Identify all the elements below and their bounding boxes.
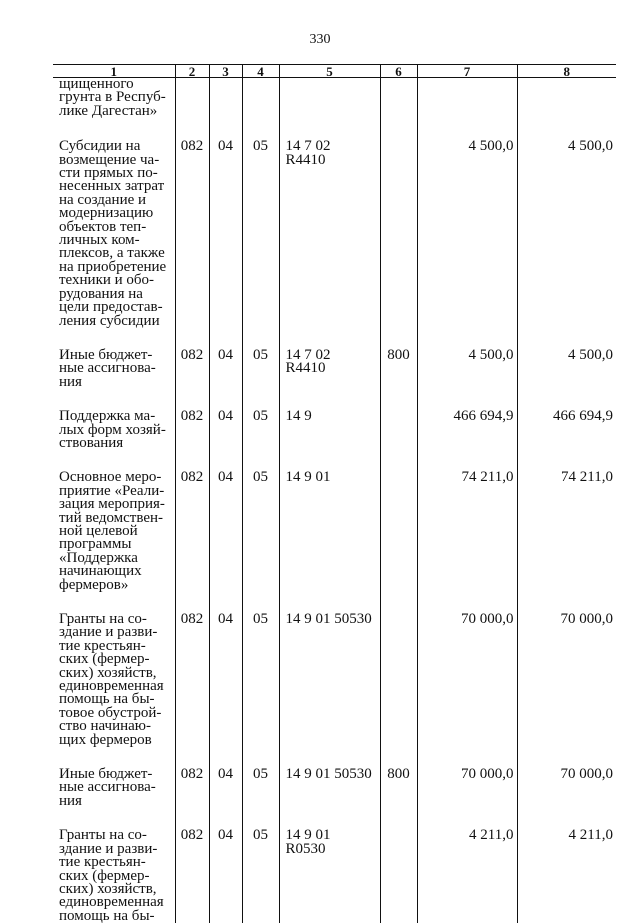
amount-cell: 4 500,0 [417,140,517,349]
row-name-cell: Поддержка ма- лых форм хозяй- ствования [59,408,166,451]
budget-table [53,64,616,923]
section-code-cell: 04 [209,471,242,613]
target-article-cell: 14 7 02 R4410 [279,349,380,410]
amount-cell [417,78,517,141]
target-article-cell: 14 7 02 R4410 [279,140,380,349]
section-code-cell: 04 [209,829,242,923]
table-row [53,613,616,768]
ministry-code-cell: 082 [175,349,209,410]
subsection-code-cell: 05 [242,829,279,923]
table-row [53,78,616,141]
section-code-cell [209,78,242,141]
expense-type-cell [380,613,417,768]
ministry-code-cell: 082 [175,410,209,471]
subsection-code-cell: 05 [242,410,279,471]
column-header: 6 [380,65,417,78]
subsection-code-cell: 05 [242,471,279,613]
table-row [53,768,616,829]
target-article-cell: 14 9 01 [279,471,380,613]
target-article-cell: 14 9 01 50530 [279,768,380,829]
amount-cell: 70 000,0 [517,613,616,768]
amount-cell: 4 211,0 [417,829,517,923]
ministry-code-cell [175,78,209,141]
column-header: 7 [417,65,517,78]
amount-cell: 74 211,0 [417,471,517,613]
row-name-cell: Основное меро- приятие «Реали- зация мероприя- тий ведомствен- ной целевой программы «Поддержка начинающих фермеров» [59,469,165,593]
section-code-cell: 04 [209,613,242,768]
ministry-code-cell: 082 [175,140,209,349]
subsection-code-cell: 05 [242,140,279,349]
row-name-cell: Иные бюджет- ные ассигнова- ния [59,346,156,390]
amount-cell [517,78,616,141]
ministry-code-cell: 082 [175,768,209,829]
expense-type-cell [380,471,417,613]
row-name-cell: Субсидии на возмещение ча- сти прямых по- несенных затрат на создание и модернизацию объектов теп- личных ком- плексов, а также на приобретение техники и обо- рудования на цели предостав- ления субсидии [59,138,167,329]
amount-cell: 4 500,0 [517,349,616,410]
row-name-cell: щищенного грунта в Респуб- лике Дагестан» [59,76,166,119]
column-header: 8 [517,65,616,78]
amount-cell: 466 694,9 [517,410,616,471]
table-row [53,140,616,349]
subsection-code-cell [242,78,279,141]
subsection-code-cell: 05 [242,613,279,768]
expense-type-cell: 800 [380,349,417,410]
ministry-code-cell: 082 [175,829,209,923]
section-code-cell: 04 [209,768,242,829]
column-header: 2 [175,65,209,78]
table-row [53,471,616,613]
expense-type-cell [380,140,417,349]
column-header: 5 [279,65,380,78]
expense-type-cell [380,78,417,141]
expense-type-cell [380,829,417,923]
page-number: 330 [309,32,331,47]
amount-cell: 70 000,0 [417,768,517,829]
amount-cell: 70 000,0 [417,613,517,768]
table-row [53,829,616,923]
amount-cell: 4 211,0 [517,829,616,923]
table-header-row [53,65,616,78]
table-row [53,349,616,410]
ministry-code-cell: 082 [175,613,209,768]
table-row [53,410,616,471]
column-header: 1 [53,65,175,78]
target-article-cell [279,78,380,141]
amount-cell: 70 000,0 [517,768,616,829]
row-name-cell: Гранты на со- здание и разви- тие крестьян- ских (фермер- ских) хозяйств, единовременная помощь на бы- [59,827,164,924]
amount-cell: 4 500,0 [417,349,517,410]
section-code-cell: 04 [209,410,242,471]
amount-cell: 466 694,9 [417,410,517,471]
subsection-code-cell: 05 [242,349,279,410]
row-name-cell: Иные бюджет- ные ассигнова- ния [59,766,156,809]
row-name-cell: Гранты на со- здание и разви- тие крестьян- ских (фермер- ских) хозяйств, единовременная помощь на бы- товое обустрой- ство начинаю- щих фермеров [59,611,164,748]
column-header: 3 [209,65,242,78]
section-code-cell: 04 [209,140,242,349]
subsection-code-cell: 05 [242,768,279,829]
ministry-code-cell: 082 [175,471,209,613]
section-code-cell: 04 [209,349,242,410]
target-article-cell: 14 9 01 50530 [279,613,380,768]
amount-cell: 74 211,0 [517,471,616,613]
expense-type-cell [380,410,417,471]
target-article-cell: 14 9 [279,410,380,471]
amount-cell: 4 500,0 [517,140,616,349]
target-article-cell: 14 9 01 R0530 [279,829,380,923]
expense-type-cell: 800 [380,768,417,829]
column-header: 4 [242,65,279,78]
